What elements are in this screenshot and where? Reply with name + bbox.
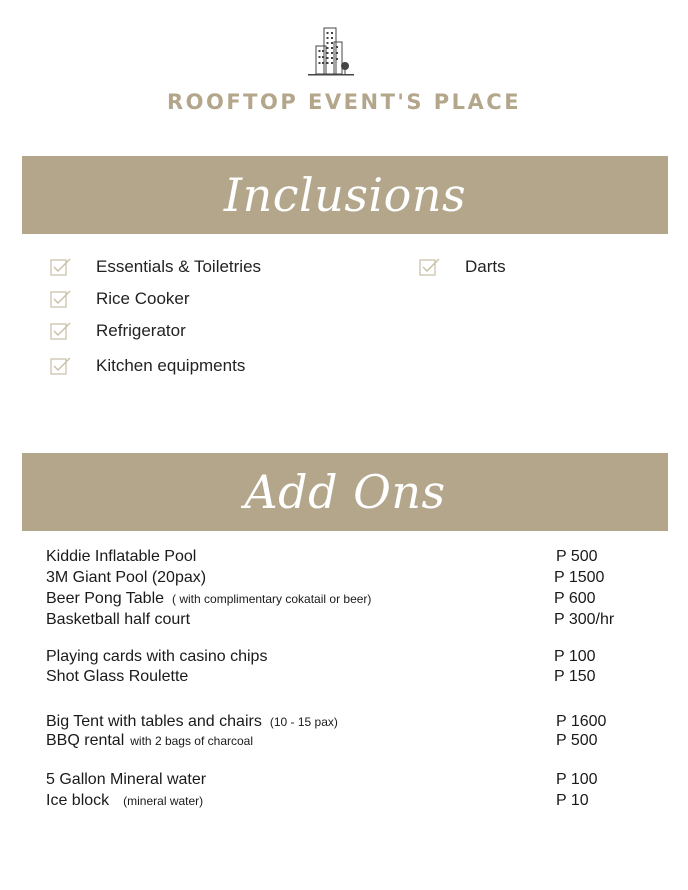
checkbox-icon (50, 289, 72, 309)
addon-price: P 100 (556, 771, 598, 788)
addon-item (46, 732, 253, 750)
addon-item (46, 648, 267, 666)
building-icon (300, 24, 356, 80)
checkbox-icon (419, 257, 441, 277)
addon-item (46, 569, 206, 587)
addon-item (46, 668, 188, 686)
inclusion-item (50, 356, 245, 376)
addon-note: (10 - 15 pax) (269, 715, 338, 729)
checkbox-icon (50, 257, 72, 277)
inclusion-label: Essentials & Toiletries (96, 257, 262, 276)
addon-price: P 300/hr (554, 611, 615, 628)
inclusions-banner (22, 156, 668, 234)
addon-item (46, 590, 371, 608)
addon-name: Shot Glass Roulette (46, 668, 189, 685)
inclusion-item (419, 257, 506, 277)
addon-item (46, 771, 206, 789)
inclusion-label: Kitchen equipments (96, 356, 246, 375)
addons-banner (22, 453, 668, 531)
addon-price: P 600 (554, 590, 596, 607)
addon-name: Basketball half court (46, 611, 191, 628)
addon-price: P 100 (554, 648, 596, 665)
addon-note: (mineral water) (123, 794, 204, 808)
addon-item (46, 792, 203, 810)
addon-name: Ice block (46, 792, 110, 809)
inclusion-label: Darts (465, 257, 506, 276)
addon-name: Playing cards with casino chips (46, 648, 268, 665)
addon-name: BBQ rental (46, 732, 125, 749)
checkbox-icon (50, 356, 72, 376)
addon-price: P 1600 (556, 713, 607, 730)
addon-price: P 10 (556, 792, 589, 809)
inclusions-title: Inclusions (223, 168, 467, 222)
brand-name: ROOFTOP EVENT'S PLACE (166, 90, 522, 114)
addons-title: Add Ons (244, 465, 446, 519)
addon-item (46, 611, 190, 629)
inclusion-label: Rice Cooker (96, 289, 190, 308)
addon-name: 3M Giant Pool (20pax) (46, 569, 207, 586)
addon-item (46, 548, 196, 566)
addon-name: Kiddie Inflatable Pool (46, 548, 197, 565)
addon-price: P 500 (556, 548, 598, 565)
addon-item (46, 713, 338, 731)
inclusion-item (50, 321, 186, 341)
addon-name: 5 Gallon Mineral water (46, 771, 207, 788)
inclusion-item (50, 289, 190, 309)
addon-note: ( with complimentary cokatail or beer) (172, 592, 372, 606)
addon-price: P 500 (556, 732, 598, 749)
inclusion-item (50, 257, 261, 277)
inclusion-label: Refrigerator (96, 321, 186, 340)
addon-note: with 2 bags of charcoal (130, 734, 254, 748)
checkbox-icon (50, 321, 72, 341)
addon-name: Beer Pong Table (46, 590, 165, 607)
addon-name: Big Tent with tables and chairs (46, 713, 262, 730)
addon-price: P 150 (554, 668, 596, 685)
addon-price: P 1500 (554, 569, 605, 586)
